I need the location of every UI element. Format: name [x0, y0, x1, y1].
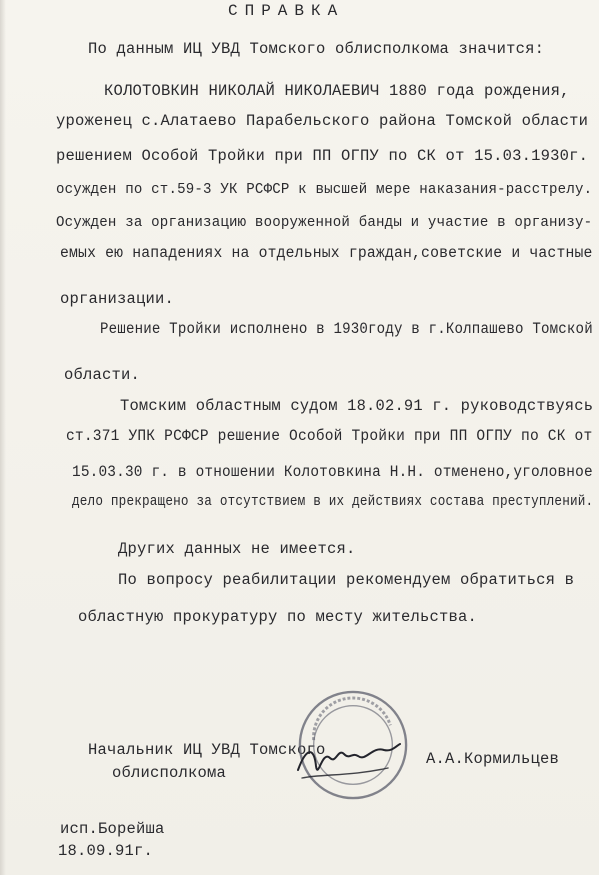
text-line: решением Особой Тройки при ПП ОГПУ по СК от 15.03.1930г.: [56, 147, 589, 165]
scan-edge: [0, 0, 6, 875]
executor-date: 18.09.91г.: [58, 842, 154, 860]
text-line: По вопросу реабилитации рекомендуем обратиться в: [118, 571, 575, 589]
executor-label: исп.Борейша: [60, 820, 165, 838]
text-line: Других данных не имеется.: [118, 540, 356, 558]
text-line: дело прекращено за отсутствием в их действиях состава преступлений.: [72, 494, 594, 510]
text-line: осужден по ст.59-3 УК РСФСР к высшей мере наказания-расстрелу.: [56, 181, 593, 198]
text-line: емых ею нападениях на отдельных граждан,советские и частные: [60, 244, 593, 262]
signatory-position: Начальник ИЦ УВД Томского: [88, 741, 326, 759]
handwritten-signature: [292, 728, 402, 788]
text-line: области.: [64, 366, 141, 384]
text-line: областную прокуратуру по месту жительства.: [78, 608, 478, 626]
text-line: КОЛОТОВКИН НИКОЛАЙ НИКОЛАЕВИЧ 1880 года рождения,: [104, 82, 570, 100]
text-line: ст.371 УПК РСФСР решение Особой Тройки при ПП ОГПУ по СК от: [66, 427, 593, 445]
text-line: 15.03.30 г. в отношении Колотовкина Н.Н. отменено,уголовное: [72, 463, 593, 481]
text-line: организации.: [60, 290, 175, 308]
text-line: Томским областным судом 18.02.91 г. руководствуясь: [120, 397, 594, 415]
text-line: По данным ИЦ УВД Томского облисполкома значится:: [88, 40, 545, 58]
text-line: Решение Тройки исполнено в 1930году в г.Колпашево Томской: [100, 320, 593, 338]
document-title: СПРАВКА: [228, 2, 345, 20]
signatory-name: А.А.Кормильцев: [426, 750, 560, 768]
signatory-position: облисполкома: [112, 764, 227, 782]
text-line: уроженец с.Алатаево Парабельского района Томской области: [56, 112, 589, 130]
text-line: Осужден за организацию вооруженной банды и участие в организу-: [56, 214, 593, 231]
